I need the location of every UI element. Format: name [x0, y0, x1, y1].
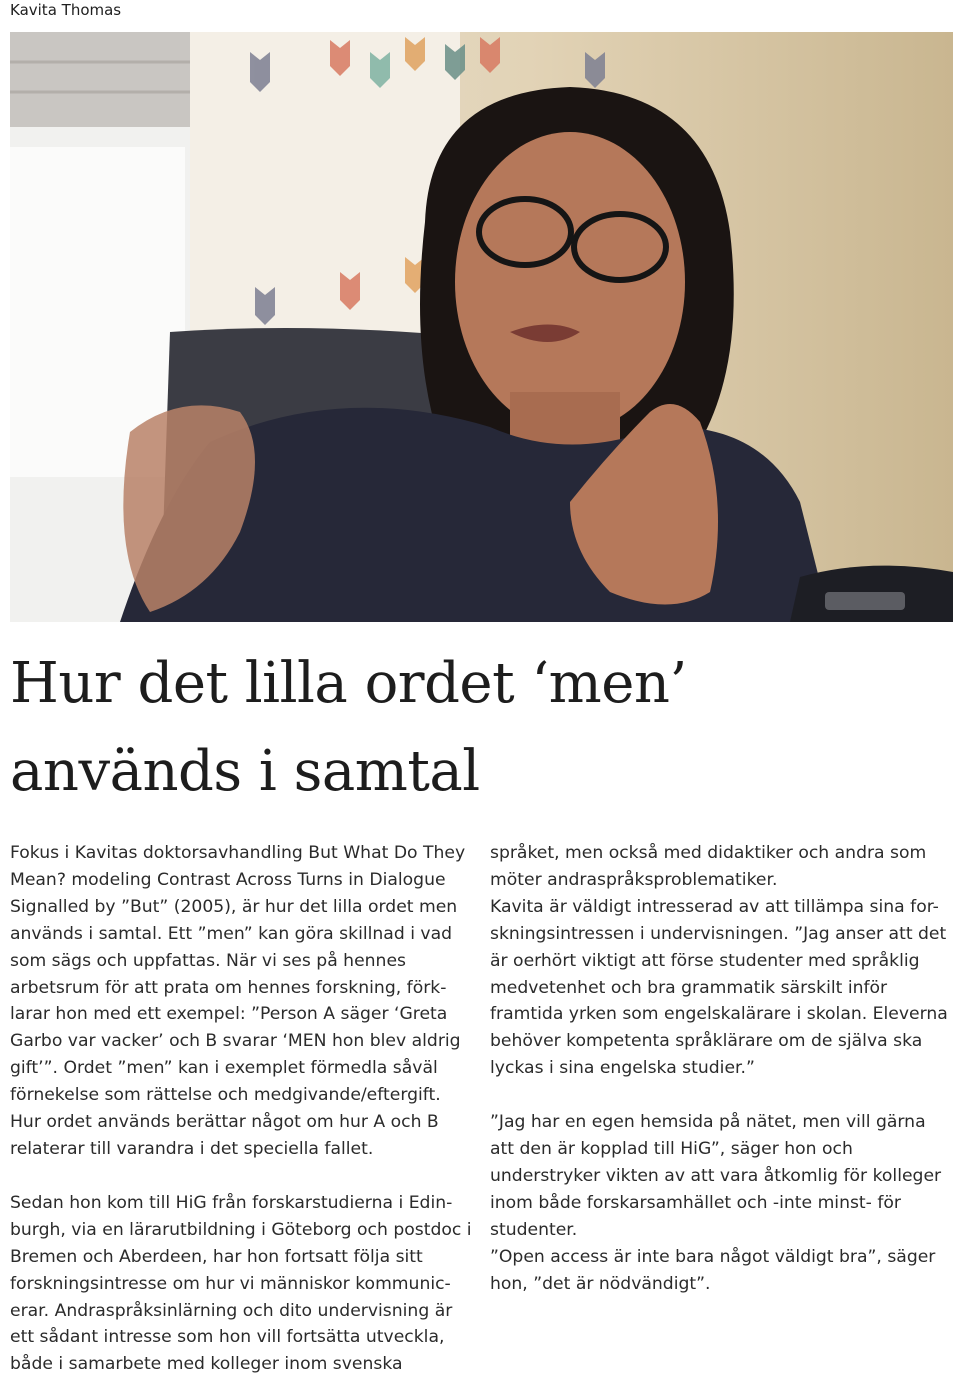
article-paragraph: ”Jag har en egen hemsida på nätet, men vill gärna att den är kopplad till HiG”, säger hon och understryker vikten av att vara åtkomlig för kolleger inom både forskarsamhället och -inte minst- för studenter. — [490, 1112, 942, 1240]
article-paragraph: språket, men också med didaktiker och andra som möter andraspråksproblematiker. — [490, 843, 927, 890]
article-column-right — [490, 840, 952, 1298]
portrait-photo-icon — [10, 32, 953, 622]
portrait-photo — [10, 32, 953, 622]
article-title-line2: används i samtal — [10, 739, 480, 804]
article-paragraph: Fokus i Kavitas doktorsavhandling But What Do They Mean? modeling Contrast Across Turns in Dialogue Signalled by ”But” (2005), är hur det lilla ordet men används i samtal. Ett ”men” kan göra skillnad i vad som sägs och uppfattas. När vi ses på hennes arbetsrum för att prata om hennes forskning, förk-larar hon med ett exempel: ”Person A säger ‘Greta Garbo var vacker’ och B svarar ‘MEN hon blev aldrig gift’”. Ordet ”men” kan i exemplet förmedla såväl förnekelse som rättelse och medgivande/eftergift. Hur ordet används berättar något om hur A och B relaterar till varandra i det speciella fallet. — [10, 843, 466, 1159]
article-paragraph: Kavita är väldigt intresserad av att tillämpa sina for-skningsintressen i undervisningen. ”Jag anser att det är oerhört viktigt att förse studenter med språklig medvetenhet och bra grammatik särskilt inför framtida yrken som engelskalärare i skolan. Eleverna behöver kompetenta språklärare om de själva ska lyckas i sina engelska studier.” — [490, 896, 948, 1079]
article-title-line1: Hur det lilla ordet ‘men’ — [10, 651, 687, 716]
article-column-left — [10, 840, 472, 1378]
article-paragraph: ”Open access är inte bara något väldigt bra”, säger hon, ”det är nödvändigt”. — [490, 1246, 936, 1294]
article-paragraph: Sedan hon kom till HiG från forskarstudierna i Edin-burgh, via en lärarutbildning i Göteborg och postdoc i Bremen och Aberdeen, har hon fortsatt följa sitt forskningsintresse om hur vi människor kommunic-erar. Andraspråksinlärning och dito undervisning är ett sådant intresse som hon vill fortsätta utveckla, både i samarbete med kolleger inom svenska — [10, 1192, 472, 1375]
article-title — [10, 640, 940, 816]
running-head-author: Kavita Thomas — [10, 1, 122, 19]
